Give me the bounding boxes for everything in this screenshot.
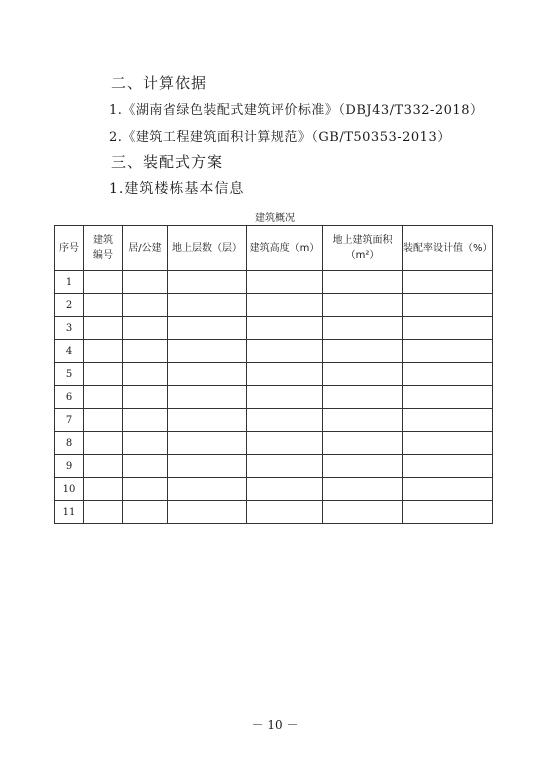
table-row [55, 409, 493, 432]
empty-cell [84, 409, 123, 432]
table-row [55, 478, 493, 501]
row-number-cell: 8 [55, 432, 84, 455]
empty-cell [84, 340, 123, 363]
table-row [55, 363, 493, 386]
empty-cell [403, 294, 493, 317]
empty-cell [168, 455, 247, 478]
empty-cell [323, 363, 403, 386]
empty-cell [403, 340, 493, 363]
empty-cell [123, 478, 168, 501]
empty-cell [123, 432, 168, 455]
empty-cell [84, 317, 123, 340]
column-header: 建筑高度（m） [247, 226, 323, 271]
empty-cell [123, 363, 168, 386]
empty-cell [403, 409, 493, 432]
table-row [55, 340, 493, 363]
empty-cell [247, 501, 323, 524]
empty-cell [247, 386, 323, 409]
empty-cell [84, 271, 123, 294]
empty-cell [403, 317, 493, 340]
column-header: 居/公建 [123, 226, 168, 271]
column-header: 地上层数（层） [168, 226, 247, 271]
empty-cell [84, 455, 123, 478]
empty-cell [247, 317, 323, 340]
empty-cell [247, 294, 323, 317]
table-row [55, 317, 493, 340]
empty-cell [84, 501, 123, 524]
empty-cell [403, 386, 493, 409]
row-number-cell: 11 [55, 501, 84, 524]
empty-cell [323, 317, 403, 340]
column-header: 序号 [55, 226, 84, 271]
row-number-cell: 6 [55, 386, 84, 409]
row-number-cell: 4 [55, 340, 84, 363]
empty-cell [247, 478, 323, 501]
building-info-table [54, 225, 493, 524]
empty-cell [323, 409, 403, 432]
empty-cell [403, 501, 493, 524]
empty-cell [323, 340, 403, 363]
empty-cell [168, 386, 247, 409]
empty-cell [168, 501, 247, 524]
empty-cell [123, 294, 168, 317]
empty-cell [403, 432, 493, 455]
empty-cell [123, 501, 168, 524]
table-row [55, 432, 493, 455]
table-row [55, 501, 493, 524]
empty-cell [84, 294, 123, 317]
row-number-cell: 1 [55, 271, 84, 294]
empty-cell [247, 340, 323, 363]
reference-2: 2.《建筑工程建筑面积计算规范》（GB/T50353-2013） [109, 130, 451, 145]
column-header: 建筑 编号 [84, 226, 123, 271]
empty-cell [123, 271, 168, 294]
empty-cell [123, 386, 168, 409]
row-number-cell: 9 [55, 455, 84, 478]
empty-cell [123, 409, 168, 432]
empty-cell [403, 271, 493, 294]
table-row [55, 455, 493, 478]
empty-cell [84, 432, 123, 455]
page-number: － 10 － [251, 718, 299, 732]
empty-cell [84, 363, 123, 386]
empty-cell [168, 271, 247, 294]
section-3-heading: 三、装配式方案 [111, 153, 224, 171]
empty-cell [323, 294, 403, 317]
table-row [55, 386, 493, 409]
empty-cell [403, 455, 493, 478]
empty-cell [123, 455, 168, 478]
empty-cell [168, 363, 247, 386]
empty-cell [323, 386, 403, 409]
empty-cell [403, 478, 493, 501]
empty-cell [247, 363, 323, 386]
empty-cell [403, 363, 493, 386]
empty-cell [168, 340, 247, 363]
empty-cell [168, 317, 247, 340]
empty-cell [323, 501, 403, 524]
empty-cell [123, 340, 168, 363]
column-header: 地上建筑面积 （m²） [323, 226, 403, 271]
row-number-cell: 2 [55, 294, 84, 317]
table-header-row [55, 226, 493, 271]
table-row [55, 294, 493, 317]
empty-cell [84, 386, 123, 409]
table-caption: 建筑概况 [255, 213, 295, 224]
empty-cell [168, 478, 247, 501]
row-number-cell: 10 [55, 478, 84, 501]
empty-cell [168, 432, 247, 455]
reference-1: 1.《湖南省绿色装配式建筑评价标准》（DBJ43/T332-2018） [109, 103, 484, 118]
empty-cell [323, 271, 403, 294]
empty-cell [247, 432, 323, 455]
row-number-cell: 5 [55, 363, 84, 386]
column-header: 装配率设计值（%） [403, 226, 493, 271]
empty-cell [168, 409, 247, 432]
empty-cell [323, 432, 403, 455]
subsection-heading: 1.建筑楼栋基本信息 [109, 181, 245, 197]
empty-cell [84, 478, 123, 501]
row-number-cell: 7 [55, 409, 84, 432]
section-2-heading: 二、计算依据 [111, 74, 208, 92]
row-number-cell: 3 [55, 317, 84, 340]
table-row [55, 271, 493, 294]
empty-cell [247, 455, 323, 478]
empty-cell [168, 294, 247, 317]
empty-cell [247, 409, 323, 432]
empty-cell [323, 478, 403, 501]
empty-cell [247, 271, 323, 294]
empty-cell [123, 317, 168, 340]
empty-cell [323, 455, 403, 478]
